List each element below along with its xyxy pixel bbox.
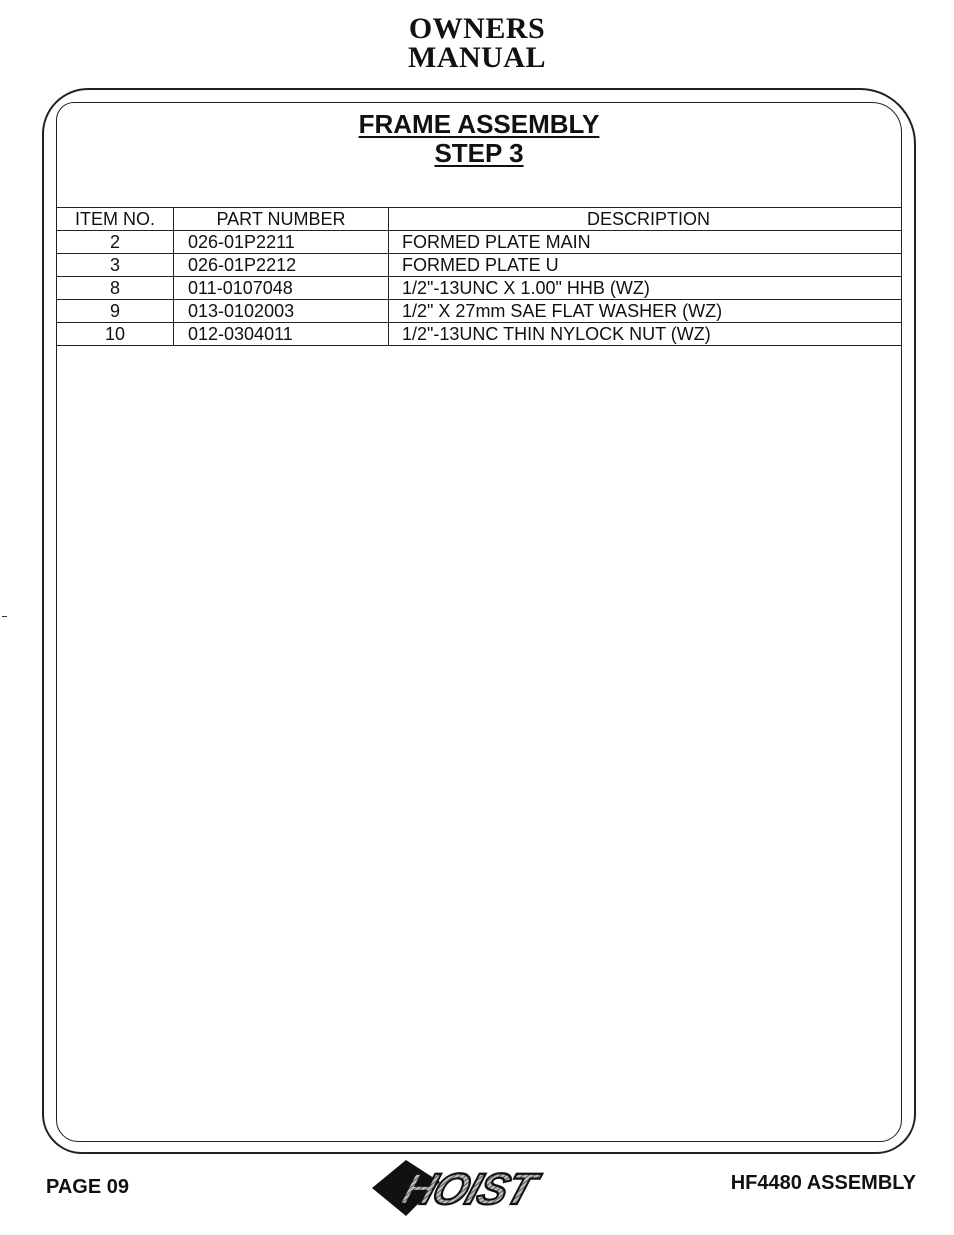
section-title: FRAME ASSEMBLY (358, 109, 600, 139)
item-number-cell: 8 (57, 277, 174, 300)
part-number-cell: 012-0304011 (174, 323, 389, 346)
margin-mark (2, 616, 7, 617)
description-cell: 1/2"-13UNC THIN NYLOCK NUT (WZ) (389, 323, 902, 346)
part-number-cell: 011-0107048 (174, 277, 389, 300)
item-number-cell: 2 (57, 231, 174, 254)
column-header-part-number: PART NUMBER (174, 208, 389, 231)
header-owners: OWNERS (408, 12, 546, 45)
description-cell: 1/2" X 27mm SAE FLAT WASHER (WZ) (389, 300, 902, 323)
part-number-cell: 013-0102003 (174, 300, 389, 323)
table-row (57, 300, 902, 323)
header-manual: MANUAL (408, 41, 546, 74)
logo-wordmark: HOIST (395, 1164, 542, 1214)
parts-table (56, 207, 902, 346)
description-cell: FORMED PLATE MAIN (389, 231, 902, 254)
table-header-row (57, 208, 902, 231)
column-header-description: DESCRIPTION (389, 208, 902, 231)
table-row (57, 231, 902, 254)
description-cell: 1/2"-13UNC X 1.00" HHB (WZ) (389, 277, 902, 300)
item-number-cell: 10 (57, 323, 174, 346)
manual-header (0, 14, 954, 72)
item-number-cell: 9 (57, 300, 174, 323)
column-header-item-no: ITEM NO. (57, 208, 174, 231)
model-assembly-label: HF4480 ASSEMBLY (730, 1172, 916, 1194)
part-number-cell: 026-01P2211 (174, 231, 389, 254)
table-row (57, 323, 902, 346)
section-title-block (56, 110, 902, 168)
page-number: PAGE 09 (46, 1176, 129, 1198)
hoist-logo (370, 1158, 588, 1220)
table-row (57, 277, 902, 300)
section-step: STEP 3 (434, 138, 524, 168)
item-number-cell: 3 (57, 254, 174, 277)
table-row (57, 254, 902, 277)
part-number-cell: 026-01P2212 (174, 254, 389, 277)
description-cell: FORMED PLATE U (389, 254, 902, 277)
